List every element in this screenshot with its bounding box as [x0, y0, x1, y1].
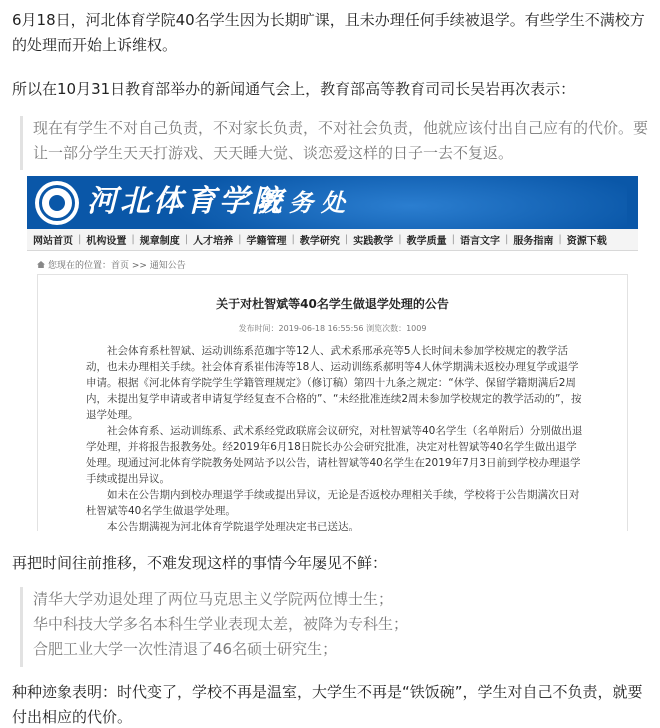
blockquote-cases-list: [20, 587, 656, 667]
paragraph-conclusion: 种种迹象表明：时代变了，学校不再是温室，大学生不再是“铁饭碗”，学生对自己不负责，就要付出相应的代价。: [12, 683, 643, 726]
notice-meta: 发布时间：2019-06-18 16:55:56 浏览次数：1009: [238, 324, 427, 333]
notice-title: 关于对杜智斌等40名学生做退学处理的公告: [216, 297, 449, 311]
nav-item[interactable]: 学籍管理: [246, 236, 287, 247]
nav-separator: |: [238, 234, 242, 245]
case-item: 合肥工业大学一次性清退了46名硕士研究生；: [33, 640, 338, 658]
nav-separator: |: [131, 234, 135, 245]
nav-separator: |: [78, 234, 82, 245]
breadcrumb-text: 您现在的位置：首页 >> 通知公告: [48, 261, 186, 271]
notice-screenshot-image: [27, 176, 638, 531]
notice-paragraph: 社会体育系杜智斌、运动训练系范珈宇等12人、武术系邢承亮等5人长时间未参加学校规定的教学活动，也未办理相关手续。社会体育系崔伟涛等18人、运动训练系郝明等4人休学期满未返校办理复学或退学申请。根据《河北体育学院学生学籍管理规定》（修订稿）第四十九条之规定：“休学、保留学籍期满后2周内，未提出复学申请或者申请复学经复查不合格的”、“未经批准连续2周未参加学校规定的教学活动的”，按退学处理。: [86, 345, 582, 421]
case-item: 清华大学劝退处理了两位马克思主义学院两位博士生；: [33, 590, 394, 608]
nav-item[interactable]: 机构设置: [86, 236, 127, 247]
paragraph-expulsion-news: 6月18日，河北体育学院40名学生因为长期旷课，且未办理任何手续被退学。有些学生不满校方的处理而开始上诉维权。: [12, 11, 645, 54]
paragraph-more-cases: 再把时间往前推移，不难发现这样的事情今年屡见不鲜：: [12, 554, 388, 572]
site-banner: [27, 176, 638, 229]
nav-item[interactable]: 人才培养: [193, 236, 234, 247]
nav-separator: |: [505, 234, 509, 245]
notice-body: [86, 343, 586, 531]
nav-item[interactable]: 语言文字: [460, 236, 500, 247]
notice-paragraph: 本公告期满视为河北体育学院退学处理决定书已送达。: [107, 521, 359, 531]
nav-item[interactable]: 服务指南: [513, 236, 554, 247]
home-icon: [37, 261, 45, 268]
nav-item[interactable]: 资源下载: [566, 236, 607, 247]
nav-separator: |: [451, 234, 455, 245]
site-nav: [27, 229, 638, 251]
case-item: 华中科技大学多名本科生学业表现太差，被降为专科生；: [33, 615, 409, 633]
school-logo-icon: [35, 181, 79, 225]
nav-item[interactable]: 教学质量: [406, 236, 447, 247]
blockquote-official-statement: 现在有学生不对自己负责，不对家长负责，不对社会负责，他就应该付出自己应有的代价。要让一部分学生天天打游戏、天天睡大觉、谈恋爱这样的日子一去不复返。: [20, 116, 656, 170]
nav-separator: |: [291, 234, 295, 245]
nav-separator: |: [184, 234, 189, 245]
paragraph-press-conference: 所以在10月31日教育部举办的新闻通气会上，教育部高等教育司司长吴岩再次表示：: [12, 80, 576, 98]
nav-separator: |: [344, 234, 349, 245]
nav-item[interactable]: 规章制度: [139, 236, 180, 247]
nav-item[interactable]: 教学研究: [299, 236, 340, 247]
notice-paragraph: 如未在公告期内到校办理退学手续或提出异议，无论是否返校办理相关手续，学校将于公告期满次日对杜智斌等40名学生做退学处理。: [86, 489, 580, 517]
school-name: 河北体育学院: [87, 184, 285, 219]
nav-separator: |: [398, 234, 402, 245]
nav-separator: |: [558, 234, 562, 245]
dept-name: 教务处: [257, 188, 353, 217]
notice-panel: [37, 274, 628, 531]
nav-item[interactable]: 实践教学: [353, 236, 394, 247]
breadcrumb: [37, 258, 186, 271]
nav-item[interactable]: 网站首页: [33, 236, 73, 247]
notice-paragraph: 社会体育系、运动训练系、武术系经党政联席会议研究，对杜智斌等40名学生（名单附后）分别做出退学处理，并将报告报教务处。经2019年6月18日院长办公会研究批准，决定对杜智斌等40名学生做出退学处理。现通过河北体育学院教务处网站予以公告，请杜智斌等40名学生在2019年7月3日前到学校办理退学手续或提出异议。: [86, 425, 583, 485]
